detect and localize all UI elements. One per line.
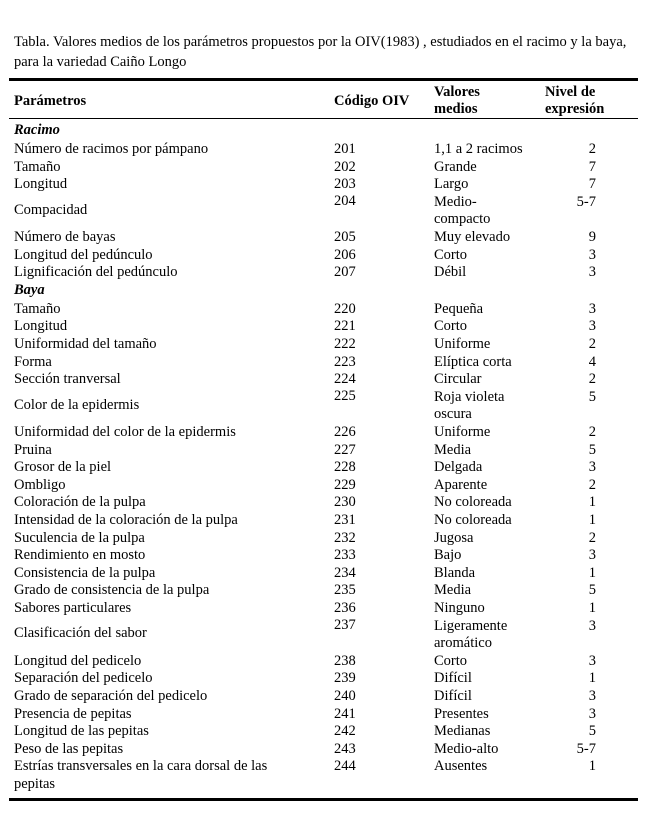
parameter-name: Pruina	[14, 441, 52, 458]
oiv-code: 226	[334, 424, 356, 440]
expression-level: 5	[588, 582, 596, 599]
parameter-name: Longitud	[14, 318, 68, 335]
parameter-name: Longitud	[14, 176, 68, 193]
expression-level: 1	[588, 564, 596, 581]
oiv-code: 244	[334, 758, 356, 775]
mean-value: Muy elevado	[434, 229, 511, 245]
mean-value: Media	[434, 582, 472, 599]
parameter-name: Longitud del pedicelo	[14, 652, 142, 669]
parameter-name: Número de racimos por pámpano	[14, 141, 209, 157]
parameter-name: Estrías transversales en la cara dorsal de las	[14, 758, 268, 775]
parameter-name: Longitud de las pepitas	[14, 723, 149, 740]
mean-value: Medio-	[434, 193, 477, 210]
oiv-code: 205	[334, 229, 356, 245]
mean-value-continued: compacto	[434, 211, 491, 228]
parameter-name: Coloración de la pulpa	[14, 494, 146, 511]
oiv-code: 231	[334, 512, 356, 528]
mean-value: Media	[434, 441, 472, 458]
expression-level: 1	[588, 670, 596, 687]
mean-value: Roja violeta	[434, 388, 505, 405]
oiv-code: 225	[334, 387, 356, 404]
expression-level: 2	[588, 141, 596, 157]
header-nivel-de: Nivel de	[545, 84, 596, 100]
parameter-name: Separación del pedicelo	[14, 670, 153, 687]
mean-value: Uniforme	[434, 424, 491, 440]
expression-level: 5	[588, 388, 596, 405]
parameter-name: Color de la epidermis	[14, 396, 140, 413]
parameter-name: Grado de consistencia de la pulpa	[14, 582, 210, 599]
mean-value: Bajo	[434, 547, 462, 564]
parameter-name: Suculencia de la pulpa	[14, 529, 145, 546]
mean-value: Uniforme	[434, 336, 491, 352]
oiv-code: 203	[334, 176, 356, 193]
expression-level: 3	[588, 688, 596, 704]
mean-value: Ligeramente	[434, 617, 508, 634]
expression-level: 7	[588, 176, 596, 193]
oiv-code: 228	[334, 459, 356, 476]
mean-value: Medio-alto	[434, 740, 499, 757]
oiv-code: 232	[334, 529, 356, 546]
mean-value-continued: oscura	[434, 406, 472, 423]
header-parametros: Parámetros	[14, 93, 87, 109]
parameter-name: Forma	[14, 353, 52, 370]
expression-level: 3	[588, 459, 596, 476]
expression-level: 3	[588, 246, 596, 263]
parameter-name: Consistencia de la pulpa	[14, 564, 156, 581]
oiv-code: 222	[334, 336, 356, 352]
expression-level: 2	[588, 424, 596, 440]
parameter-name: Tamaño	[14, 300, 61, 317]
oiv-code: 243	[334, 740, 356, 757]
header-valores: Valores	[434, 84, 480, 100]
expression-level: 5-7	[576, 740, 596, 757]
expression-level: 1	[588, 600, 596, 616]
mean-value: Ninguno	[434, 600, 485, 616]
expression-level: 1	[588, 758, 596, 775]
oiv-code: 206	[334, 246, 356, 263]
table-caption: Tabla. Valores medios de los parámetros propuestos por la OIV(1983) , estudiados en el racimo y la baya, para la variedad Caiño Longo	[14, 34, 627, 70]
mean-value: Aparente	[434, 476, 488, 493]
parameter-name: Presencia de pepitas	[14, 705, 132, 722]
mean-value: Pequeña	[434, 300, 484, 317]
expression-level: 1	[588, 494, 596, 511]
oiv-code: 202	[334, 158, 356, 175]
parameter-name: Clasificación del sabor	[14, 625, 147, 642]
expression-level: 5	[588, 723, 596, 740]
parameter-name: Compacidad	[14, 201, 88, 218]
mean-value-continued: aromático	[434, 635, 492, 652]
parameter-name: Número de bayas	[14, 229, 116, 245]
expression-level: 3	[588, 652, 596, 669]
expression-level: 7	[588, 158, 596, 175]
parameter-name: Intensidad de la coloración de la pulpa	[14, 512, 238, 528]
oiv-code: 235	[334, 582, 356, 599]
parameter-name: Uniformidad del color de la epidermis	[14, 424, 236, 440]
oiv-code: 233	[334, 547, 356, 564]
header-expresion: expresión	[545, 101, 605, 117]
mean-value: Débil	[434, 264, 467, 281]
mean-value: Corto	[434, 246, 468, 263]
mean-value: Jugosa	[434, 529, 474, 546]
expression-level: 2	[588, 336, 596, 352]
oiv-code: 230	[334, 494, 356, 511]
oiv-code: 237	[334, 616, 356, 633]
mean-value: Blanda	[434, 564, 476, 581]
oiv-code: 241	[334, 705, 356, 722]
oiv-code: 229	[334, 476, 356, 493]
expression-level: 3	[588, 705, 596, 722]
mean-value: Difícil	[434, 670, 472, 687]
mean-value: Corto	[434, 318, 468, 335]
bottom-rule	[9, 798, 638, 801]
oiv-code: 201	[334, 141, 356, 157]
parameter-name: Grado de separación del pedicelo	[14, 688, 208, 704]
parameter-name: Lignificación del pedúnculo	[14, 264, 178, 281]
oiv-code: 242	[334, 723, 356, 740]
mean-value: 1,1 a 2 racimos	[434, 141, 523, 157]
oiv-code: 221	[334, 318, 356, 335]
mean-value: Difícil	[434, 688, 472, 704]
mean-value: No coloreada	[434, 494, 512, 511]
expression-level: 4	[588, 353, 596, 370]
expression-level: 3	[588, 300, 596, 317]
mean-value: Largo	[434, 176, 469, 193]
oiv-code: 204	[334, 192, 356, 209]
expression-level: 5	[588, 441, 596, 458]
expression-level: 3	[588, 264, 596, 281]
expression-level: 9	[588, 229, 596, 245]
expression-level: 2	[588, 476, 596, 493]
parameter-name: Longitud del pedúnculo	[14, 246, 153, 263]
parameter-name: Grosor de la piel	[14, 459, 112, 476]
mean-value: Ausentes	[434, 758, 488, 775]
parameter-name: Rendimiento en mosto	[14, 547, 146, 564]
parameter-name-continued: pepitas	[14, 776, 56, 792]
parameter-name: Peso de las pepitas	[14, 740, 124, 757]
parameter-name: Tamaño	[14, 158, 61, 175]
oiv-code: 227	[334, 441, 356, 458]
section-heading: Racimo	[14, 122, 60, 138]
oiv-code: 238	[334, 652, 356, 669]
parameter-name: Sección tranversal	[14, 371, 121, 388]
oiv-code: 223	[334, 353, 356, 370]
oiv-code: 234	[334, 564, 356, 581]
mean-value: Elíptica corta	[434, 353, 512, 370]
parameter-name: Uniformidad del tamaño	[14, 336, 157, 352]
mean-value: Grande	[434, 158, 477, 175]
oiv-code: 220	[334, 300, 356, 317]
oiv-code: 239	[334, 670, 356, 687]
mean-value: Corto	[434, 652, 468, 669]
mean-value: Circular	[434, 371, 482, 388]
header-medios: medios	[434, 101, 478, 117]
mean-value: No coloreada	[434, 512, 512, 528]
section-heading: Baya	[14, 281, 45, 298]
mean-value: Delgada	[434, 459, 483, 476]
expression-level: 5-7	[576, 193, 596, 210]
expression-level: 3	[588, 318, 596, 335]
expression-level: 2	[588, 529, 596, 546]
expression-level: 2	[588, 371, 596, 388]
expression-level: 1	[588, 512, 596, 528]
oiv-code: 224	[334, 371, 356, 388]
parameter-name: Sabores particulares	[14, 600, 132, 616]
mean-value: Presentes	[434, 705, 489, 722]
expression-level: 3	[588, 547, 596, 564]
oiv-code: 240	[334, 688, 356, 704]
oiv-code: 236	[334, 600, 356, 616]
oiv-code: 207	[334, 264, 356, 281]
header-codigo-oiv: Código OIV	[334, 93, 410, 109]
parameter-name: Ombligo	[14, 476, 66, 493]
mean-value: Medianas	[434, 723, 491, 740]
expression-level: 3	[588, 617, 596, 634]
